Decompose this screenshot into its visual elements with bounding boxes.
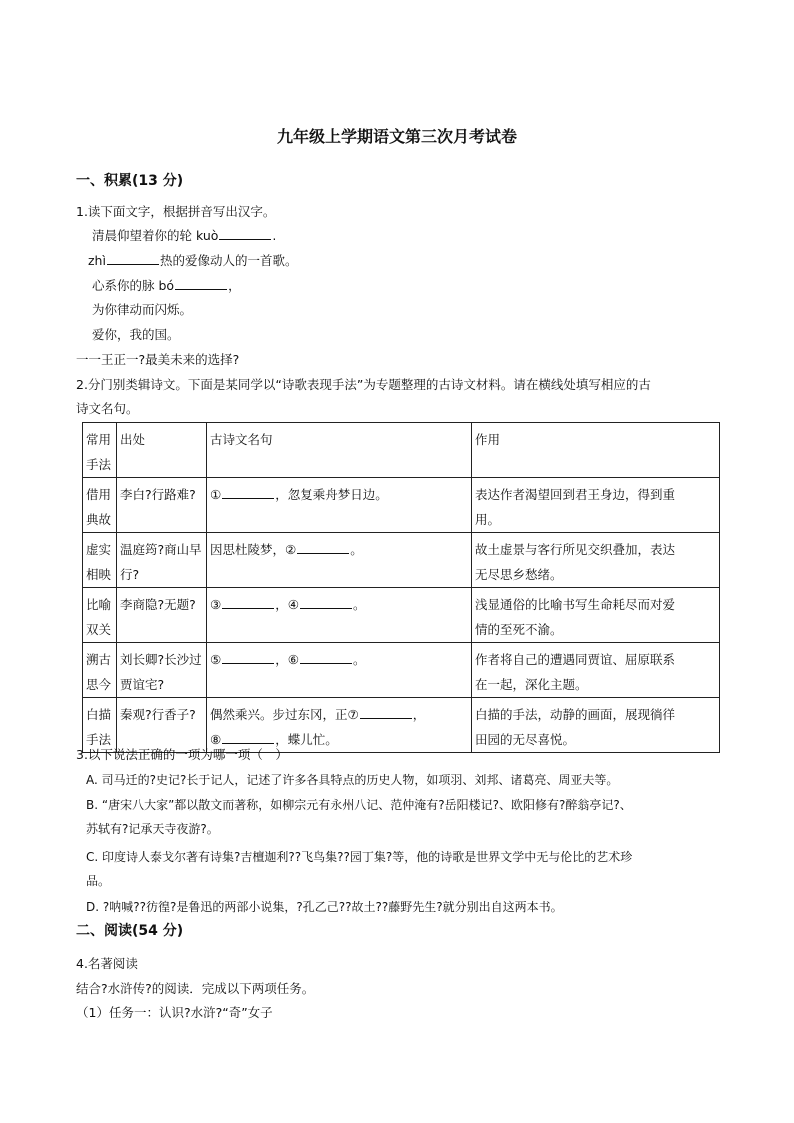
q1-line-5: 爱你，我的国。 (92, 327, 180, 342)
answer-blank[interactable] (222, 731, 274, 744)
q3-option-c[interactable]: C. 印度诗人泰戈尔著有诗集?吉檀迦利??飞鸟集??园丁集?等，他的诗歌是世界文学中无与伦比的艺术珍 (86, 850, 633, 864)
poetry-table (82, 422, 720, 753)
q4-line-2: （1）任务一：认识?水浒?“奇”女子 (76, 1005, 273, 1020)
q3-option-c-cont: 品。 (86, 874, 111, 888)
q3-option-b-cont: 苏轼有?记承天寺夜游?。 (86, 822, 219, 836)
answer-blank[interactable] (297, 541, 349, 554)
q3-option-d[interactable]: D. ?呐喊??彷徨?是鲁迅的两部小说集，?孔乙己??故土??藤野先生?就分别出自这两本书。 (86, 900, 563, 914)
answer-blank[interactable] (175, 277, 227, 290)
answer-blank[interactable] (222, 486, 274, 499)
q4-line-1: 结合?水浒传?的阅读．完成以下两项任务。 (76, 981, 315, 996)
answer-blank[interactable] (222, 651, 274, 664)
header-effect: 作用 (472, 423, 720, 478)
q1-line-3: 心系你的脉 bó ， (92, 278, 241, 293)
q2-stem-line-2: 诗文名句。 (76, 401, 139, 416)
table-row: 虚实 相映 温庭筠?商山早行? 因思杜陵梦，② 。 故土虚景与客行所见交织叠加，表达 无尽思乡愁绪。 (83, 533, 720, 588)
table-row: 溯古 思今 刘长卿?长沙过贾谊宅? ⑤ ，⑥ 。 作者将自己的遭遇同贾谊、屈原联系 在一起，深化主题。 (83, 643, 720, 698)
q1-line-1: 清晨仰望着你的轮 kuò . (92, 228, 277, 243)
answer-blank[interactable] (300, 651, 352, 664)
q3-option-a[interactable]: A. 司马迁的?史记?长于记人，记述了许多各具特点的历史人物，如项羽、刘邦、诸葛亮、周亚夫等。 (86, 773, 619, 787)
table-row: 比喻 双关 李商隐?无题? ③ ，④ 。 浅显通俗的比喻书写生命耗尽而对爱 情的至死不渝。 (83, 588, 720, 643)
q2-stem-line-1: 2.分门别类辑诗文。下面是某同学以“诗歌表现手法”为专题整理的古诗文材料。请在横线处填写相应的古 (76, 377, 651, 392)
table-row: 白描 手法 秦观?行香子? 偶然乘兴。步过东冈，正⑦ ， ⑧ ，蝶儿忙。 白描的手法，动静的画面，展现徜徉 田园的无尽喜悦。 (83, 698, 720, 753)
header-source: 出处 (117, 423, 207, 478)
answer-blank[interactable] (219, 227, 271, 240)
q3-stem: 3.以下说法正确的一项为哪一项（ ） (76, 747, 288, 762)
answer-blank[interactable] (222, 596, 274, 609)
answer-blank[interactable] (360, 706, 412, 719)
section-heading-2: 二、阅读(54 分) (76, 923, 184, 939)
answer-blank[interactable] (300, 596, 352, 609)
q3-option-b[interactable]: B. “唐宋八大家”都以散文而著称，如柳宗元有永州八记、范仲淹有?岳阳楼记?、欧阳修有?醉翁亭记?、 (86, 798, 632, 812)
q1-line-6: 一一王正一?最美未来的选择? (76, 352, 240, 367)
q1-stem: 1.读下面文字，根据拼音写出汉字。 (76, 204, 276, 219)
section-heading-1: 一、积累(13 分) (76, 173, 184, 189)
header-method: 常用 手法 (83, 423, 117, 478)
page-title: 九年级上学期语文第三次月考试卷 (276, 127, 517, 146)
answer-blank[interactable] (107, 252, 159, 265)
q4-stem: 4.名著阅读 (76, 956, 138, 971)
q1-line-4: 为你律动而闪烁。 (92, 302, 193, 317)
q1-line-2: zhì 热的爱像动人的一首歌。 (88, 253, 298, 268)
table-header-row (83, 423, 720, 478)
table-row: 借用 典故 李白?行路难? ① ，忽复乘舟梦日边。 表达作者渴望回到君王身边，得到重 用。 (83, 478, 720, 533)
header-quote: 古诗文名句 (207, 423, 472, 478)
